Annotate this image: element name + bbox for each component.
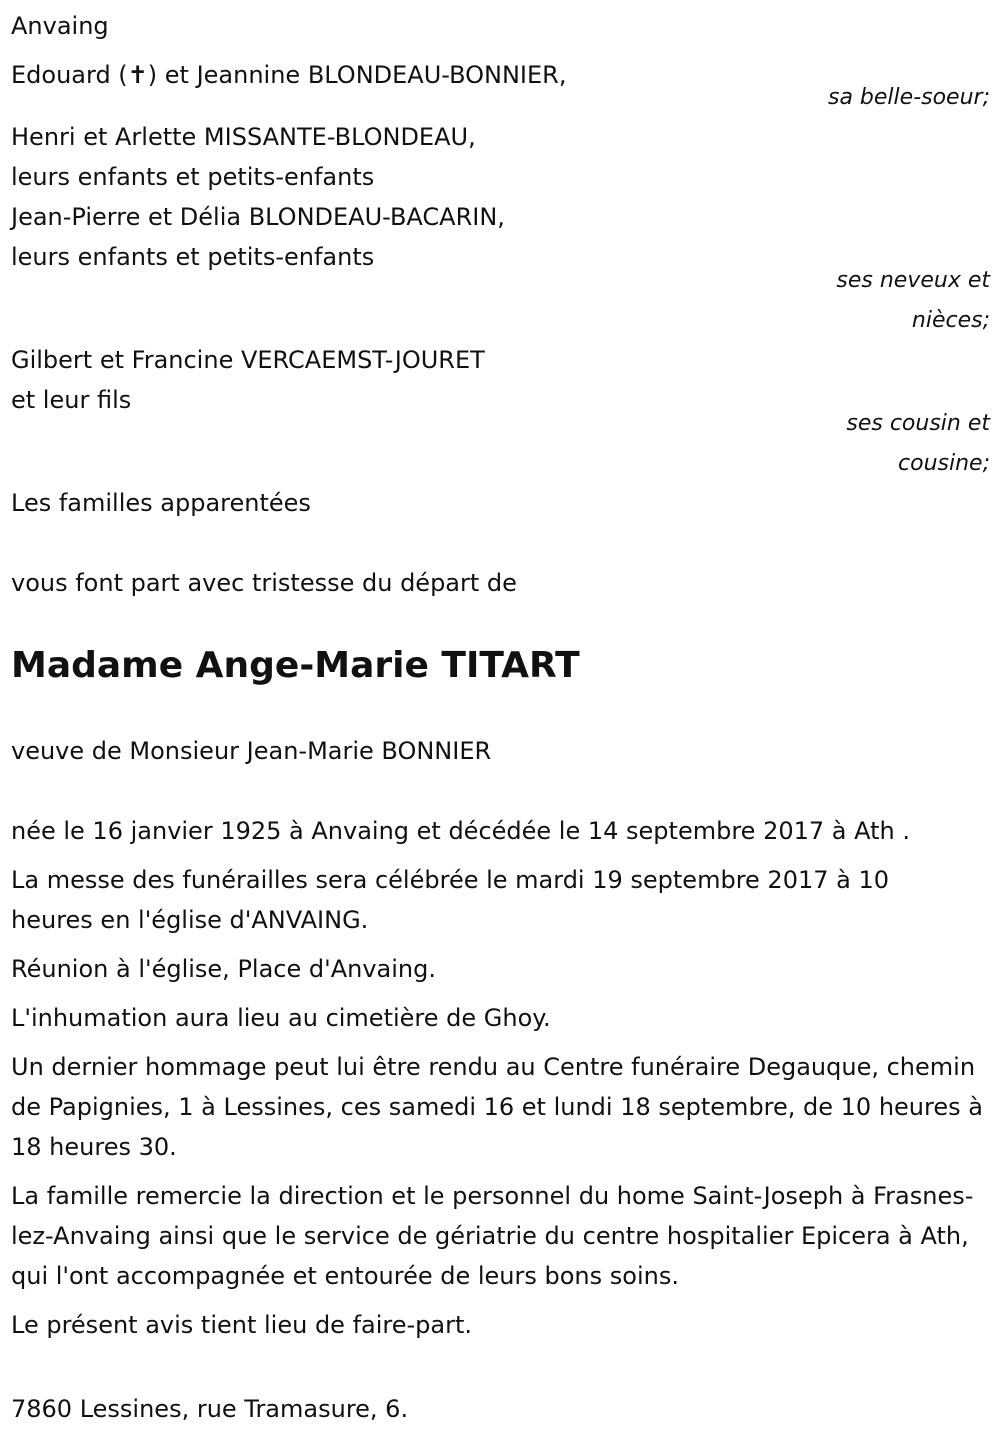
announcement-intro: vous font part avec tristesse du départ de bbox=[11, 569, 517, 597]
related-families: Les familles apparentées bbox=[11, 489, 311, 517]
burial-paragraph: L'inhumation aura lieu au cimetière de Ghoy. bbox=[11, 1004, 551, 1032]
family-line: Henri et Arlette MISSANTE-BLONDEAU, bbox=[11, 123, 476, 151]
family-line: Jean-Pierre et Délia BLONDEAU-BACARIN, bbox=[11, 203, 505, 231]
family-line: et leur fils bbox=[11, 386, 132, 414]
thanks-paragraph: La famille remercie la direction et le personnel du home Saint-Joseph à Frasnes-lez-Anvaing ainsi que le service de gériatrie du centre hospitalier Epicera à Ath, qui l'ont accompagnée et entourée de leurs bons soins. bbox=[11, 1182, 974, 1290]
address: 7860 Lessines, rue Tramasure, 6. bbox=[11, 1395, 409, 1423]
family-line: Gilbert et Francine VERCAEMST-JOURET bbox=[11, 346, 485, 374]
relation-label: sa belle-soeur; bbox=[828, 85, 990, 110]
meeting-paragraph: Réunion à l'église, Place d'Anvaing. bbox=[11, 955, 436, 983]
tribute-paragraph: Un dernier hommage peut lui être rendu au Centre funéraire Degauque, chemin de Papignies, 1 à Lessines, ces samedi 16 et lundi 18 septembre, de 10 heures à 18 heures 30. bbox=[11, 1053, 983, 1161]
deceased-name: Madame Ange-Marie TITART bbox=[11, 645, 580, 686]
birth-death-paragraph: née le 16 janvier 1925 à Anvaing et décédée le 14 septembre 2017 à Ath . bbox=[11, 817, 910, 845]
relation-label: cousine; bbox=[898, 451, 990, 476]
widow-of: veuve de Monsieur Jean-Marie BONNIER bbox=[11, 737, 492, 765]
family-line: Edouard (✝) et Jeannine BLONDEAU-BONNIER, bbox=[11, 61, 567, 89]
relation-label: ses cousin et bbox=[846, 411, 990, 436]
family-line: leurs enfants et petits-enfants bbox=[11, 163, 375, 191]
mass-paragraph: La messe des funérailles sera célébrée le mardi 19 septembre 2017 à 10 heures en l'église d'ANVAING. bbox=[11, 866, 890, 934]
family-line: leurs enfants et petits-enfants bbox=[11, 243, 375, 271]
place-header: Anvaing bbox=[11, 12, 109, 40]
relation-label: ses neveux et bbox=[836, 268, 990, 293]
relation-label: nièces; bbox=[911, 308, 990, 333]
notice-paragraph: Le présent avis tient lieu de faire-part. bbox=[11, 1311, 473, 1339]
details-section bbox=[11, 811, 990, 1354]
